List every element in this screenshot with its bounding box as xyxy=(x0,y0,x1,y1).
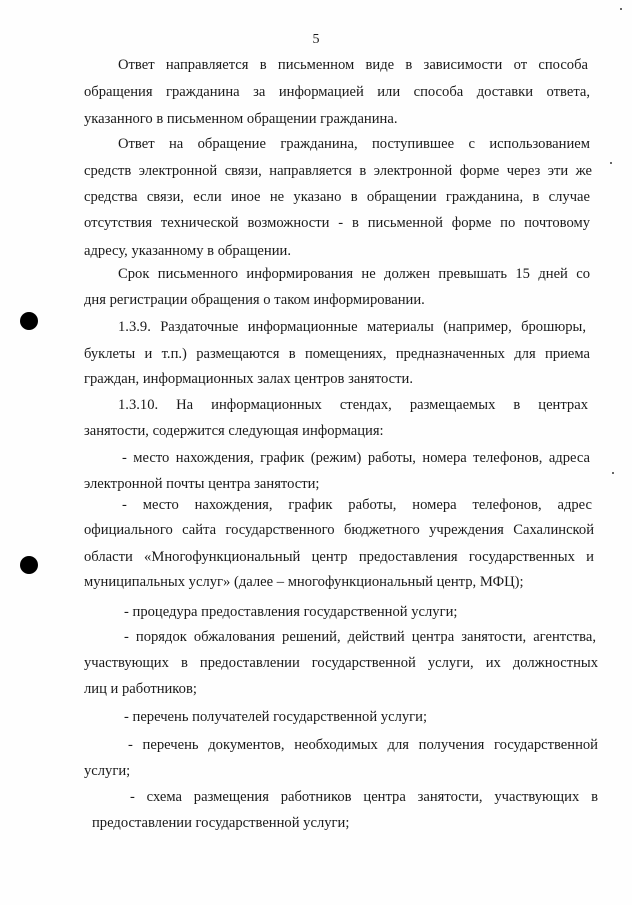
text-line: обращения гражданина за информацией или способа доставки ответа, xyxy=(84,84,590,100)
text-line: дня регистрации обращения о таком информировании. xyxy=(84,292,425,308)
text-line: буклеты и т.п.) размещаются в помещениях, предназначенных для приема xyxy=(84,346,590,362)
list-item-continuation: официального сайта государственного бюджетного учреждения Сахалинской xyxy=(84,522,594,538)
list-item: - перечень документов, необходимых для получения государственной xyxy=(128,737,598,753)
list-item-continuation: области «Многофункциональный центр предоставления государственных и xyxy=(84,549,594,565)
list-item: - место нахождения, график (режим) работы, номера телефонов, адреса xyxy=(122,450,590,466)
scan-speck xyxy=(612,472,614,474)
text-line: средства связи, если иное не указано в обращении гражданина, в случае xyxy=(84,189,590,205)
text-line: адресу, указанному в обращении. xyxy=(84,243,291,259)
punch-hole xyxy=(20,556,38,574)
text-line: Срок письменного информирования не должен превышать 15 дней со xyxy=(118,266,590,282)
list-item-continuation: услуги; xyxy=(84,763,131,779)
text-line: указанного в письменном обращении гражданина. xyxy=(84,111,398,127)
scan-speck xyxy=(620,8,622,10)
list-item-continuation: лиц и работников; xyxy=(84,681,197,697)
list-item: - порядок обжалования решений, действий центра занятости, агентства, xyxy=(124,629,596,645)
punch-hole xyxy=(20,312,38,330)
list-item: - процедура предоставления государственной услуги; xyxy=(124,604,458,620)
text-line: средств электронной связи, направляется в электронной форме через эти же xyxy=(84,163,592,179)
text-line: 1.3.9. Раздаточные информационные материалы (например, брошюры, xyxy=(118,319,586,335)
text-line: отсутствия технической возможности - в письменной форме по почтовому xyxy=(84,215,590,231)
text-line: Ответ на обращение гражданина, поступившее с использованием xyxy=(118,136,590,152)
list-item-continuation: предоставлении государственной услуги; xyxy=(92,815,350,831)
list-item: - схема размещения работников центра занятости, участвующих в xyxy=(130,789,598,805)
list-item: - место нахождения, график работы, номера телефонов, адрес xyxy=(122,497,592,513)
scan-speck xyxy=(610,162,612,164)
list-item-continuation: электронной почты центра занятости; xyxy=(84,476,320,492)
text-line: Ответ направляется в письменном виде в зависимости от способа xyxy=(118,57,588,73)
text-line: граждан, информационных залах центров занятости. xyxy=(84,371,413,387)
list-item-continuation: участвующих в предоставлении государственной услуги, их должностных xyxy=(84,655,598,671)
text-line: занятости, содержится следующая информация: xyxy=(84,423,384,439)
list-item-continuation: муниципальных услуг» (далее – многофункциональный центр, МФЦ); xyxy=(84,574,524,590)
list-item: - перечень получателей государственной услуги; xyxy=(124,709,428,725)
text-line: 1.3.10. На информационных стендах, размещаемых в центрах xyxy=(118,397,588,413)
page-number: 5 xyxy=(312,32,320,47)
